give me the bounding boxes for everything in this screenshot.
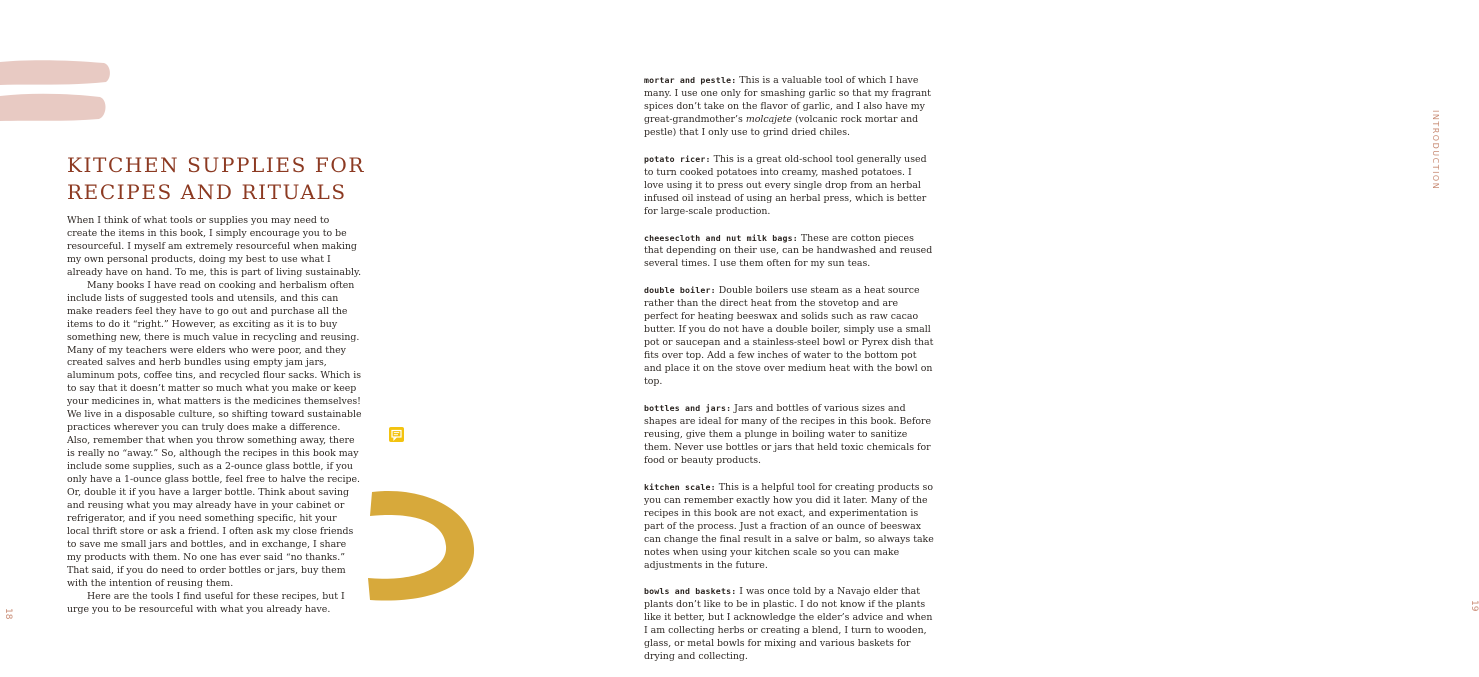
entry-text: Double boilers use steam as a heat source rather than the direct heat from the stovetop and are perfect for heating beeswax and solids such as raw cacao butter. If you do not have a double boiler, simply use a small pot or saucepan and a stainless-steel bowl or Pyrex dish that fits over top. Add a few inches of water to the bottom pot and place it on the stove over medium heat with the bowl on top. (644, 285, 934, 388)
chapter-title-line-2: RECIPES AND RITUALS (67, 180, 347, 204)
tool-entries-list (644, 74, 934, 677)
entry-text: Jars and bottles of various sizes and shapes are ideal for many of the recipes in this book. Before reusing, give them a plunge in boiling water to sanitize them. Never use bottles or jars that held toxic chemicals for food or beauty products. (644, 403, 932, 466)
entry-term: kitchen scale: (644, 481, 716, 492)
chapter-title (67, 152, 427, 206)
entry-term: double boiler: (644, 285, 716, 296)
gold-brush-arc (360, 486, 490, 606)
pink-brush-strokes (0, 58, 115, 130)
entry-kitchen-scale (644, 481, 934, 573)
entry-text: I was once told by a Navajo elder that plants don’t like to be in plastic. I do not know if the plants like it better, but I acknowledge the elder’s advice and when I am collecting herbs or creating a blend, I turn to wooden, glass, or metal bowls for mixing and various baskets for drying and collecting. (644, 586, 933, 663)
page-number-right: 19 (1469, 600, 1479, 612)
entry-double-boiler (644, 284, 934, 389)
entry-term: bottles and jars: (644, 403, 732, 414)
entry-text: This is a great old-school tool generally used to turn cooked potatoes into creamy, mashed potatoes. I love using it to press out every single drop from an herbal infused oil instead of using an herbal press, which is better for large-scale production. (644, 153, 927, 217)
entry-emphasis: molcajete (745, 113, 792, 125)
entry-potato-ricer (644, 153, 934, 219)
entry-text: This is a valuable tool of which I have many. I use one only for smashing garlic so that my fragrant spices don’t take on the flavor of garlic, and I also have my great-grandmother’s (644, 75, 931, 125)
comment-icon[interactable] (389, 427, 404, 442)
entry-text: This is a helpful tool for creating products so you can remember exactly how you did it later. Many of the recipes in this book are not exact, and experimentation is part of the process. Just a fraction of an ounce of beeswax can change the final result in a salve or balm, so always take notes when using your kitchen scale so you can make adjustments in the future. (644, 481, 934, 571)
paragraph-3: Here are the tools I find useful for these recipes, but I urge you to be resourceful with what you already have. (67, 590, 345, 615)
entry-term: mortar and pestle: (644, 75, 737, 85)
entry-term: potato ricer: (644, 153, 711, 164)
entry-text-end: (volcanic rock mortar and pestle) that I only use to grind dried chiles. (644, 113, 919, 138)
intro-body-text (67, 215, 362, 617)
entry-term: cheesecloth and nut milk bags: (644, 232, 798, 243)
entry-term: bowls and baskets: (644, 586, 737, 597)
entry-bowls-and-baskets (644, 585, 934, 664)
entry-text: These are cotton pieces that depending on their use, can be handwashed and reused several times. I use them often for my sun teas. (644, 232, 933, 270)
paragraph-1: When I think of what tools or supplies you may need to create the items in this book, I simply encourage you to be resourceful. I myself am extremely resourceful when making my own personal products, doing my best to use what I already have on hand. To me, this is part of living sustainably. (67, 215, 362, 278)
paragraph-2: Many books I have read on cooking and herbalism often include lists of suggested tools and utensils, and this can make readers feel they have to go out and purchase all the items to do it “right.” However, as exciting as it is to buy something new, there is much value in recycling and reusing. Many of my teachers were elders who were poor, and they created salves and herb bundles using empty jam jars, aluminum pots, coffee tins, and recycled flour sacks. Which is to say that it doesn’t matter so much what you make or keep your medicines in, what matters is the medicines themselves! We live in a disposable culture, so shifting toward sustainable practices wherever you can truly does make a difference. Also, remember that when you throw something away, there is really no “away.” So, although the recipes in this book may include some supplies, such as a 2-ounce glass bottle, if you only have a 1-ounce glass bottle, feel free to halve the recipe. Or, double it if you have a larger bottle. Think about saving and reusing what you may already have in your cabinet or refrigerator, and if you need something specific, hit your local thrift store or ask a friend. I often ask my close friends to save me small jars and bottles, and in exchange, I share my products with them. No one has ever said “no thanks.” That said, if you do need to order bottles or jars, buy them with the intention of reusing them. (67, 279, 362, 589)
entry-mortar-and-pestle (644, 74, 934, 140)
section-label: INTRODUCTION (1431, 110, 1440, 191)
entry-cheesecloth (644, 232, 934, 272)
entry-bottles-and-jars (644, 402, 934, 468)
chapter-title-line-1: KITCHEN SUPPLIES FOR (67, 153, 366, 177)
page-number-left: 18 (3, 608, 13, 620)
